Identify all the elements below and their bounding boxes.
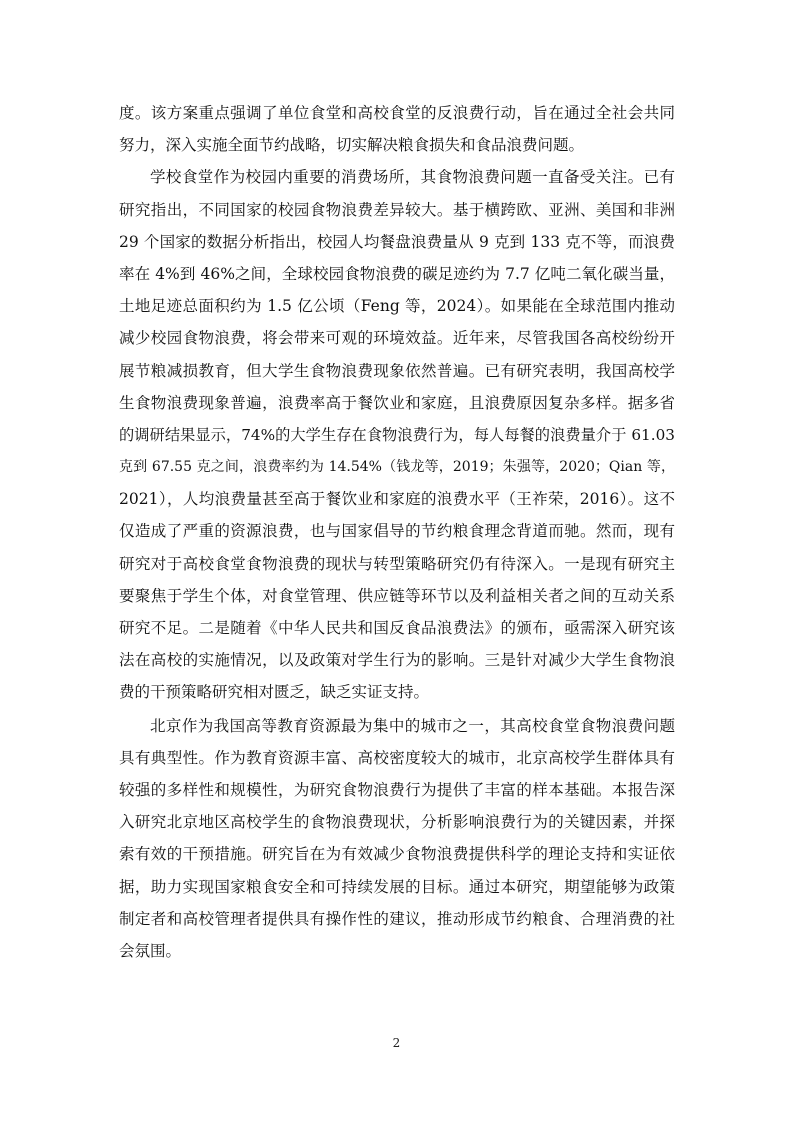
text-line: 生食物浪费现象普遍，浪费率高于餐饮业和家庭，且浪费原因复杂多样。据多省 — [119, 393, 675, 412]
text-line: 要聚焦于学生个体，对食堂管理、供应链等环节以及利益相关者之间的互动关系 — [119, 586, 675, 605]
paragraph-2 — [119, 161, 675, 708]
body-text — [119, 97, 675, 967]
text-line: 北京作为我国高等教育资源最为集中的城市之一，其高校食堂食物浪费问题 — [150, 716, 675, 735]
text-line: 研究不足。二是随着《中华人民共和国反食品浪费法》的颁布，亟需深入研究该 — [119, 619, 675, 637]
text-line: 展节粮减损教育，但大学生食物浪费现象依然普遍。已有研究表明，我国高校学 — [119, 361, 675, 380]
page-number: 2 — [392, 1036, 401, 1050]
text-line: 研究指出，不同国家的校园食物浪费差异较大。基于横跨欧、亚洲、美国和非洲 — [119, 200, 675, 219]
text-line: 较强的多样性和规模性，为研究食物浪费行为提供了丰富的样本基础。本报告深 — [119, 780, 675, 799]
paragraph-1 — [119, 97, 675, 161]
text-line: 索有效的干预措施。研究旨在为有效减少食物浪费提供科学的理论支持和实证依 — [119, 845, 675, 864]
text-line: 克到 67.55 克之间，浪费率约为 14.54%（钱龙等，2019；朱强等，2020；Qian 等， — [119, 459, 675, 476]
text-line: 学校食堂作为校园内重要的消费场所，其食物浪费问题一直备受关注。已有 — [150, 168, 675, 187]
text-line: 度。该方案重点强调了单位食堂和高校食堂的反浪费行动，旨在通过全社会共同 — [119, 104, 675, 122]
text-line: 费的干预策略研究相对匮乏，缺乏实证支持。 — [119, 683, 430, 702]
text-line: 努力，深入实施全面节约战略，切实解决粮食损失和食品浪费问题。 — [119, 136, 585, 155]
text-line: 率在 4%到 46%之间，全球校园食物浪费的碳足迹约为 7.7 亿吨二氧化碳当量， — [119, 264, 675, 283]
text-line: 入研究北京地区高校学生的食物浪费现状，分析影响浪费行为的关键因素，并探 — [119, 813, 675, 832]
text-line: 法在高校的实施情况，以及政策对学生行为的影响。三是针对减少大学生食物浪 — [119, 651, 675, 670]
text-line: 会氛围。 — [119, 941, 182, 960]
paragraph-3 — [119, 710, 675, 968]
text-line: 29 个国家的数据分析指出，校园人均餐盘浪费量从 9 克到 133 克不等，而浪费 — [119, 232, 675, 251]
text-line: 仅造成了严重的资源浪费，也与国家倡导的节约粮食理念背道而驰。然而，现有 — [119, 522, 675, 541]
text-line: 减少校园食物浪费，将会带来可观的环境效益。近年来，尽管我国各高校纷纷开 — [119, 329, 675, 348]
text-line: 据，助力实现国家粮食安全和可持续发展的目标。通过本研究，期望能够为政策 — [119, 877, 675, 896]
text-line: 制定者和高校管理者提供具有操作性的建议，推动形成节约粮食、合理消费的社 — [119, 909, 675, 928]
text-line: 2021），人均浪费量甚至高于餐饮业和家庭的浪费水平（王祚荣，2016）。这不 — [119, 490, 675, 509]
text-line: 土地足迹总面积约为 1.5 亿公顷（Feng 等，2024）。如果能在全球范围内推动 — [119, 297, 675, 316]
text-line: 的调研结果显示，74%的大学生存在食物浪费行为，每人每餐的浪费量介于 61.03 — [119, 425, 675, 444]
text-line: 研究对于高校食堂食物浪费的现状与转型策略研究仍有待深入。一是现有研究主 — [119, 554, 675, 573]
text-line: 具有典型性。作为教育资源丰富、高校密度较大的城市，北京高校学生群体具有 — [119, 748, 675, 767]
